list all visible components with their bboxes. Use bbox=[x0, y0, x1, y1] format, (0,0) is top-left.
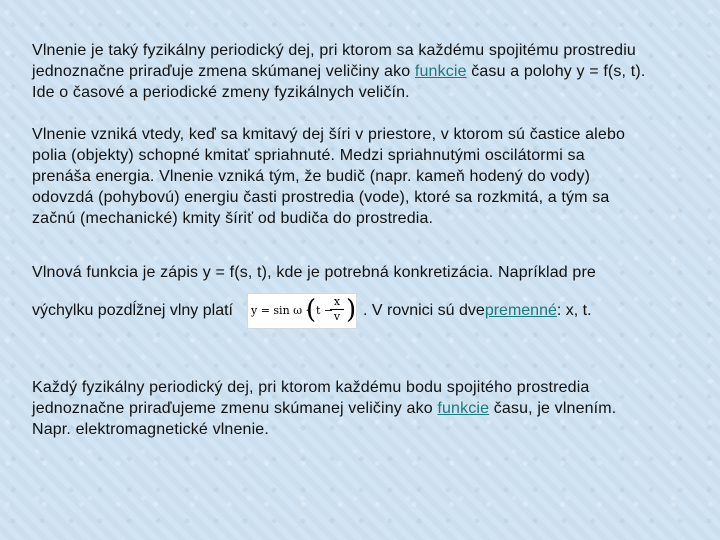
text-line: Vlnenie je taký fyzikálny periodický dej, pri ktorom sa každému spojitému prostrediu bbox=[32, 42, 636, 59]
formula-line bbox=[32, 293, 592, 329]
equation-fraction bbox=[330, 295, 344, 324]
equation-t: t − bbox=[315, 304, 334, 317]
paragraph-origin bbox=[32, 124, 712, 229]
paren-right: ) bbox=[345, 295, 357, 325]
text-line: Vlnová funkcia je zápis y = f(s, t), kde je potrebná konkretizácia. Napríklad pre bbox=[32, 264, 596, 281]
text-line bbox=[32, 398, 712, 419]
paren-left: ( bbox=[305, 295, 317, 325]
equation-lhs: y = sin ω · bbox=[250, 304, 310, 317]
text-line: prenáša energia. Vlnenie vzniká tým, že budič (napr. kameň hodený do vody) bbox=[32, 168, 591, 185]
text-fragment: výchylku pozdĺžnej vlny platí bbox=[32, 302, 233, 319]
link-premenne[interactable]: premenné bbox=[484, 302, 557, 319]
paragraph-wave-function bbox=[32, 262, 712, 283]
text-fragment: času a polohy y = f(s, t). bbox=[466, 63, 646, 80]
text-fragment: . V rovnici sú dve bbox=[362, 302, 485, 319]
link-funkcie[interactable]: funkcie bbox=[414, 63, 467, 80]
text-line: polia (objekty) schopné kmitať spriahnuté. Medzi spriahnutými oscilátormi sa bbox=[32, 147, 585, 164]
text-fragment: : x, t. bbox=[556, 302, 592, 319]
fraction-denominator: v bbox=[330, 309, 344, 324]
text-line: odovzdá (pohybovú) energiu časti prostredia (vode), ktoré sa rozkmitá, a tým sa bbox=[32, 189, 610, 206]
text-line: začnú (mechanické) kmity šíriť od budiča do prostredia. bbox=[32, 210, 434, 227]
paragraph-definition bbox=[32, 40, 712, 103]
text-fragment: jednoznačne priraďuje zmena skúmanej veličiny ako bbox=[32, 63, 415, 80]
fraction-numerator: x bbox=[333, 295, 341, 308]
wave-equation-image bbox=[247, 293, 357, 329]
text-line: Napr. elektromagnetické vlnenie. bbox=[32, 421, 269, 438]
paragraph-summary bbox=[32, 377, 712, 440]
text-line: Vlnenie vzniká vtedy, keď sa kmitavý dej šíri v priestore, v ktorom sú častice alebo bbox=[32, 126, 626, 143]
text-fragment: času, je vlnením. bbox=[489, 400, 617, 417]
text-line bbox=[32, 61, 712, 82]
text-line: Ide o časové a periodické zmeny fyzikálnych veličín. bbox=[32, 84, 410, 101]
link-funkcie-2[interactable]: funkcie bbox=[437, 400, 490, 417]
text-line: Každý fyzikálny periodický dej, pri ktorom každému bodu spojitého prostredia bbox=[32, 379, 590, 396]
text-fragment: jednoznačne priraďujeme zmenu skúmanej veličiny ako bbox=[32, 400, 438, 417]
